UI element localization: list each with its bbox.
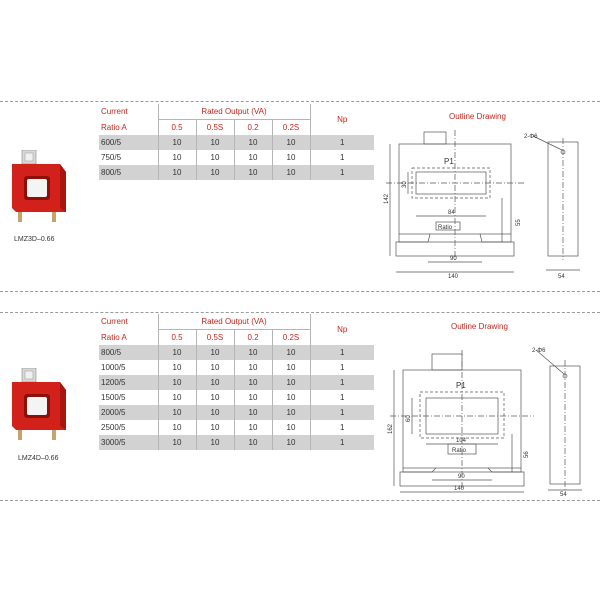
value-cell: 10 [272,420,310,435]
ratio-cell: 1000/5 [101,363,126,372]
ratio-cell: 1200/5 [99,375,158,390]
value-cell: 10 [272,360,310,375]
section-divider-mid-2 [0,312,600,313]
table-row [99,405,374,420]
value-cell: 10 [158,135,196,150]
dimension-label: 84 [448,210,455,216]
spec-table-lmz4d [99,314,374,450]
dimension-label: 104 [456,438,467,444]
value-cell: 10 [234,375,272,390]
header-np: Np [310,314,374,345]
dimension-label: 90 [450,256,457,262]
table-row [99,360,374,375]
value-cell: 10 [234,390,272,405]
value-cell: 10 [158,435,196,450]
value-cell: 10 [158,165,196,180]
outline-drawing-title: Outline Drawing [451,322,508,331]
dimension-label: 162 [388,423,394,434]
ratio-cell: 1500/5 [101,393,126,402]
value-cell: 10 [272,135,310,150]
header-rated-output: Rated Output (VA) [158,314,310,330]
np-cell: 1 [310,375,374,390]
header-class: 0.2S [272,120,310,136]
value-cell: 10 [272,375,310,390]
np-cell: 1 [310,150,374,165]
header-class: 0.2 [234,120,272,136]
value-cell: 10 [272,405,310,420]
value-cell: 10 [272,150,310,165]
value-cell: 10 [234,405,272,420]
table-row [99,165,374,180]
value-cell: 10 [158,420,196,435]
value-cell: 10 [196,135,234,150]
value-cell: 10 [234,135,272,150]
value-cell: 10 [272,345,310,360]
header-class: 0.5S [196,330,234,346]
value-cell: 10 [158,360,196,375]
outline-drawing-lmz3d [378,130,590,280]
label-ratio: Ratio [438,225,453,231]
label-p1: P1 [456,381,466,390]
spec-table-lmz3d [99,104,374,180]
header-class: 0.2 [234,330,272,346]
table-row [99,375,374,390]
ratio-cell: 800/5 [99,345,158,360]
table-row [99,135,374,150]
header-class: 0.5 [158,120,196,136]
value-cell: 10 [158,345,196,360]
ratio-cell: 600/5 [99,135,158,150]
dimension-label: 60 [406,415,412,422]
section-divider-bottom [0,500,600,501]
header-current: Current [101,107,128,117]
header-class: 0.5 [158,330,196,346]
value-cell: 10 [196,405,234,420]
value-cell: 10 [196,165,234,180]
dimension-label: 56 [524,451,530,458]
value-cell: 10 [196,420,234,435]
dimension-label: 54 [560,492,567,496]
value-cell: 10 [234,360,272,375]
table-row [99,420,374,435]
product-model-label: LMZ4D–0.66 [18,455,59,462]
np-cell: 1 [310,135,374,150]
ratio-cell: 2000/5 [99,405,158,420]
value-cell: 10 [234,435,272,450]
table-row [99,150,374,165]
header-ratio: Ratio A [101,332,127,342]
section-divider-top [0,101,600,102]
label-ratio: Ratio [452,448,467,454]
value-cell: 10 [196,360,234,375]
dimension-label: 90 [458,474,465,480]
ratio-cell: 2500/5 [101,423,126,432]
section-divider-mid-1 [0,291,600,292]
header-ratio: Ratio A [101,122,127,132]
value-cell: 10 [272,435,310,450]
value-cell: 10 [196,390,234,405]
np-cell: 1 [310,420,374,435]
table-row [99,435,374,450]
dimension-label: 30 [402,181,408,188]
dimension-label: 140 [454,486,465,492]
table-row [99,390,374,405]
value-cell: 10 [158,375,196,390]
np-cell: 1 [310,405,374,420]
value-cell: 10 [158,390,196,405]
product-image-lmz4d [8,368,70,448]
value-cell: 10 [196,435,234,450]
value-cell: 10 [234,420,272,435]
np-cell: 1 [310,345,374,360]
value-cell: 10 [272,165,310,180]
table-row [99,345,374,360]
np-cell: 1 [310,435,374,450]
np-cell: 1 [310,390,374,405]
outline-drawing-title: Outline Drawing [449,112,506,121]
np-cell: 1 [310,165,374,180]
outline-drawing-lmz4d [386,340,590,496]
value-cell: 10 [196,375,234,390]
ratio-cell: 750/5 [101,153,122,162]
dimension-label: 2-Φ6 [532,348,546,354]
dimension-label: 55 [516,219,522,226]
header-rated-output: Rated Output (VA) [158,104,310,120]
value-cell: 10 [234,150,272,165]
product-image-lmz3d [8,150,70,230]
value-cell: 10 [196,150,234,165]
dimension-label: 2-Φ6 [524,134,538,140]
dimension-label: 140 [448,274,459,280]
value-cell: 10 [158,405,196,420]
ratio-cell: 3000/5 [99,435,158,450]
value-cell: 10 [234,165,272,180]
label-p1: P1 [444,157,454,166]
header-current: Current [101,317,128,327]
ratio-cell: 800/5 [99,165,158,180]
header-class: 0.2S [272,330,310,346]
value-cell: 10 [234,345,272,360]
value-cell: 10 [196,345,234,360]
np-cell: 1 [310,360,374,375]
dimension-label: 142 [384,193,390,204]
value-cell: 10 [158,150,196,165]
header-np: Np [310,104,374,135]
dimension-label: 54 [558,274,565,280]
value-cell: 10 [272,390,310,405]
header-class: 0.5S [196,120,234,136]
product-model-label: LMZ3D–0.66 [14,236,55,243]
